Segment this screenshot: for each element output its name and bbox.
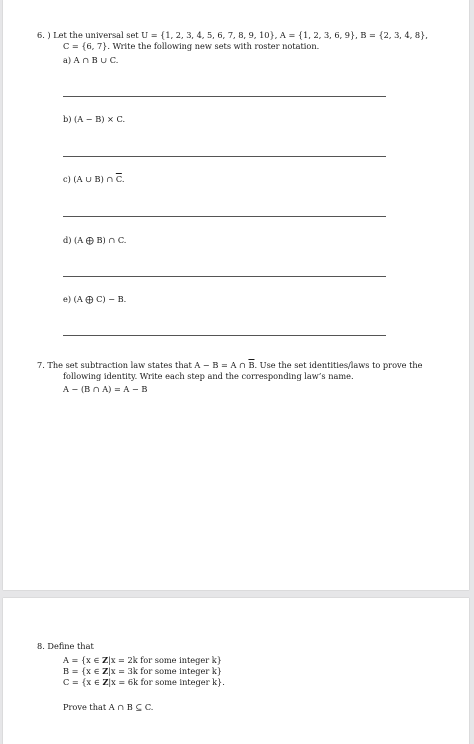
q6-statement-line-1: 6. ) Let the universal set U = {1, 2, 3, 4, 5, 6, 7, 8, 9, 10}, A = {1, 2, 3, 6, 9}, B = {2, 3, 4, 8}, xyxy=(37,30,428,40)
q8-def-b-integers: Z xyxy=(102,666,109,676)
q6-part-c-text: c) (A ∪ B) ∩ xyxy=(63,174,116,184)
q6-part-a: a) A ∩ B ∪ C. xyxy=(63,55,119,65)
q8-def-c-integers: Z xyxy=(102,677,109,687)
q7-line1-end: . Use the set identities/laws to prove the xyxy=(254,360,423,370)
q6-part-e-answer-line xyxy=(63,335,386,336)
q6-part-a-answer-line xyxy=(63,96,386,97)
q6-part-e: e) (A ⨁ C) − B. xyxy=(63,294,127,304)
q8-def-a-text: A = {x ∈ xyxy=(63,655,103,665)
q7-statement-line-2: following identity. Write each step and the corresponding law’s name. xyxy=(63,371,354,381)
document-page-2 xyxy=(3,598,469,744)
q7-identity: A − (B ∩ A) = A − B xyxy=(63,384,148,394)
q7-statement-line-1 xyxy=(37,360,422,370)
q6-part-c-end: . xyxy=(121,174,125,184)
q6-part-d: d) (A ⨁ B) ∩ C. xyxy=(63,235,127,245)
q8-intro: 8. Define that xyxy=(37,641,94,651)
q7-line1-text: 7. The set subtraction law states that A − B = A ∩ xyxy=(37,360,249,370)
q8-def-b-text: B = {x ∈ xyxy=(63,666,103,676)
q6-part-b: b) (A − B) × C. xyxy=(63,114,126,124)
q8-def-b-end: |x = 3k for some integer k} xyxy=(108,666,223,676)
document-page-1 xyxy=(3,0,469,590)
q6-part-b-answer-line xyxy=(63,156,386,157)
q8-def-c xyxy=(63,677,225,687)
q8-def-c-text: C = {x ∈ xyxy=(63,677,103,687)
q6-part-c xyxy=(63,174,124,184)
q8-def-a-end: |x = 2k for some integer k} xyxy=(108,655,222,665)
q6-statement-line-2: C = {6, 7}. Write the following new sets with roster notation. xyxy=(63,41,320,51)
q7-complement-b: $\overline{B}$ xyxy=(248,360,255,370)
q6-part-c-answer-line xyxy=(63,216,386,217)
q8-def-a xyxy=(63,655,222,665)
q8-prove: Prove that A ∩ B ⊆ C. xyxy=(63,702,154,712)
q6-part-d-answer-line xyxy=(63,276,386,277)
q6-part-c-complement: $\overline{C}$ xyxy=(115,174,122,184)
q8-def-c-end: |x = 6k for some integer k}. xyxy=(108,677,225,687)
q8-def-b xyxy=(63,666,222,676)
q8-def-a-integers: Z xyxy=(102,655,109,665)
